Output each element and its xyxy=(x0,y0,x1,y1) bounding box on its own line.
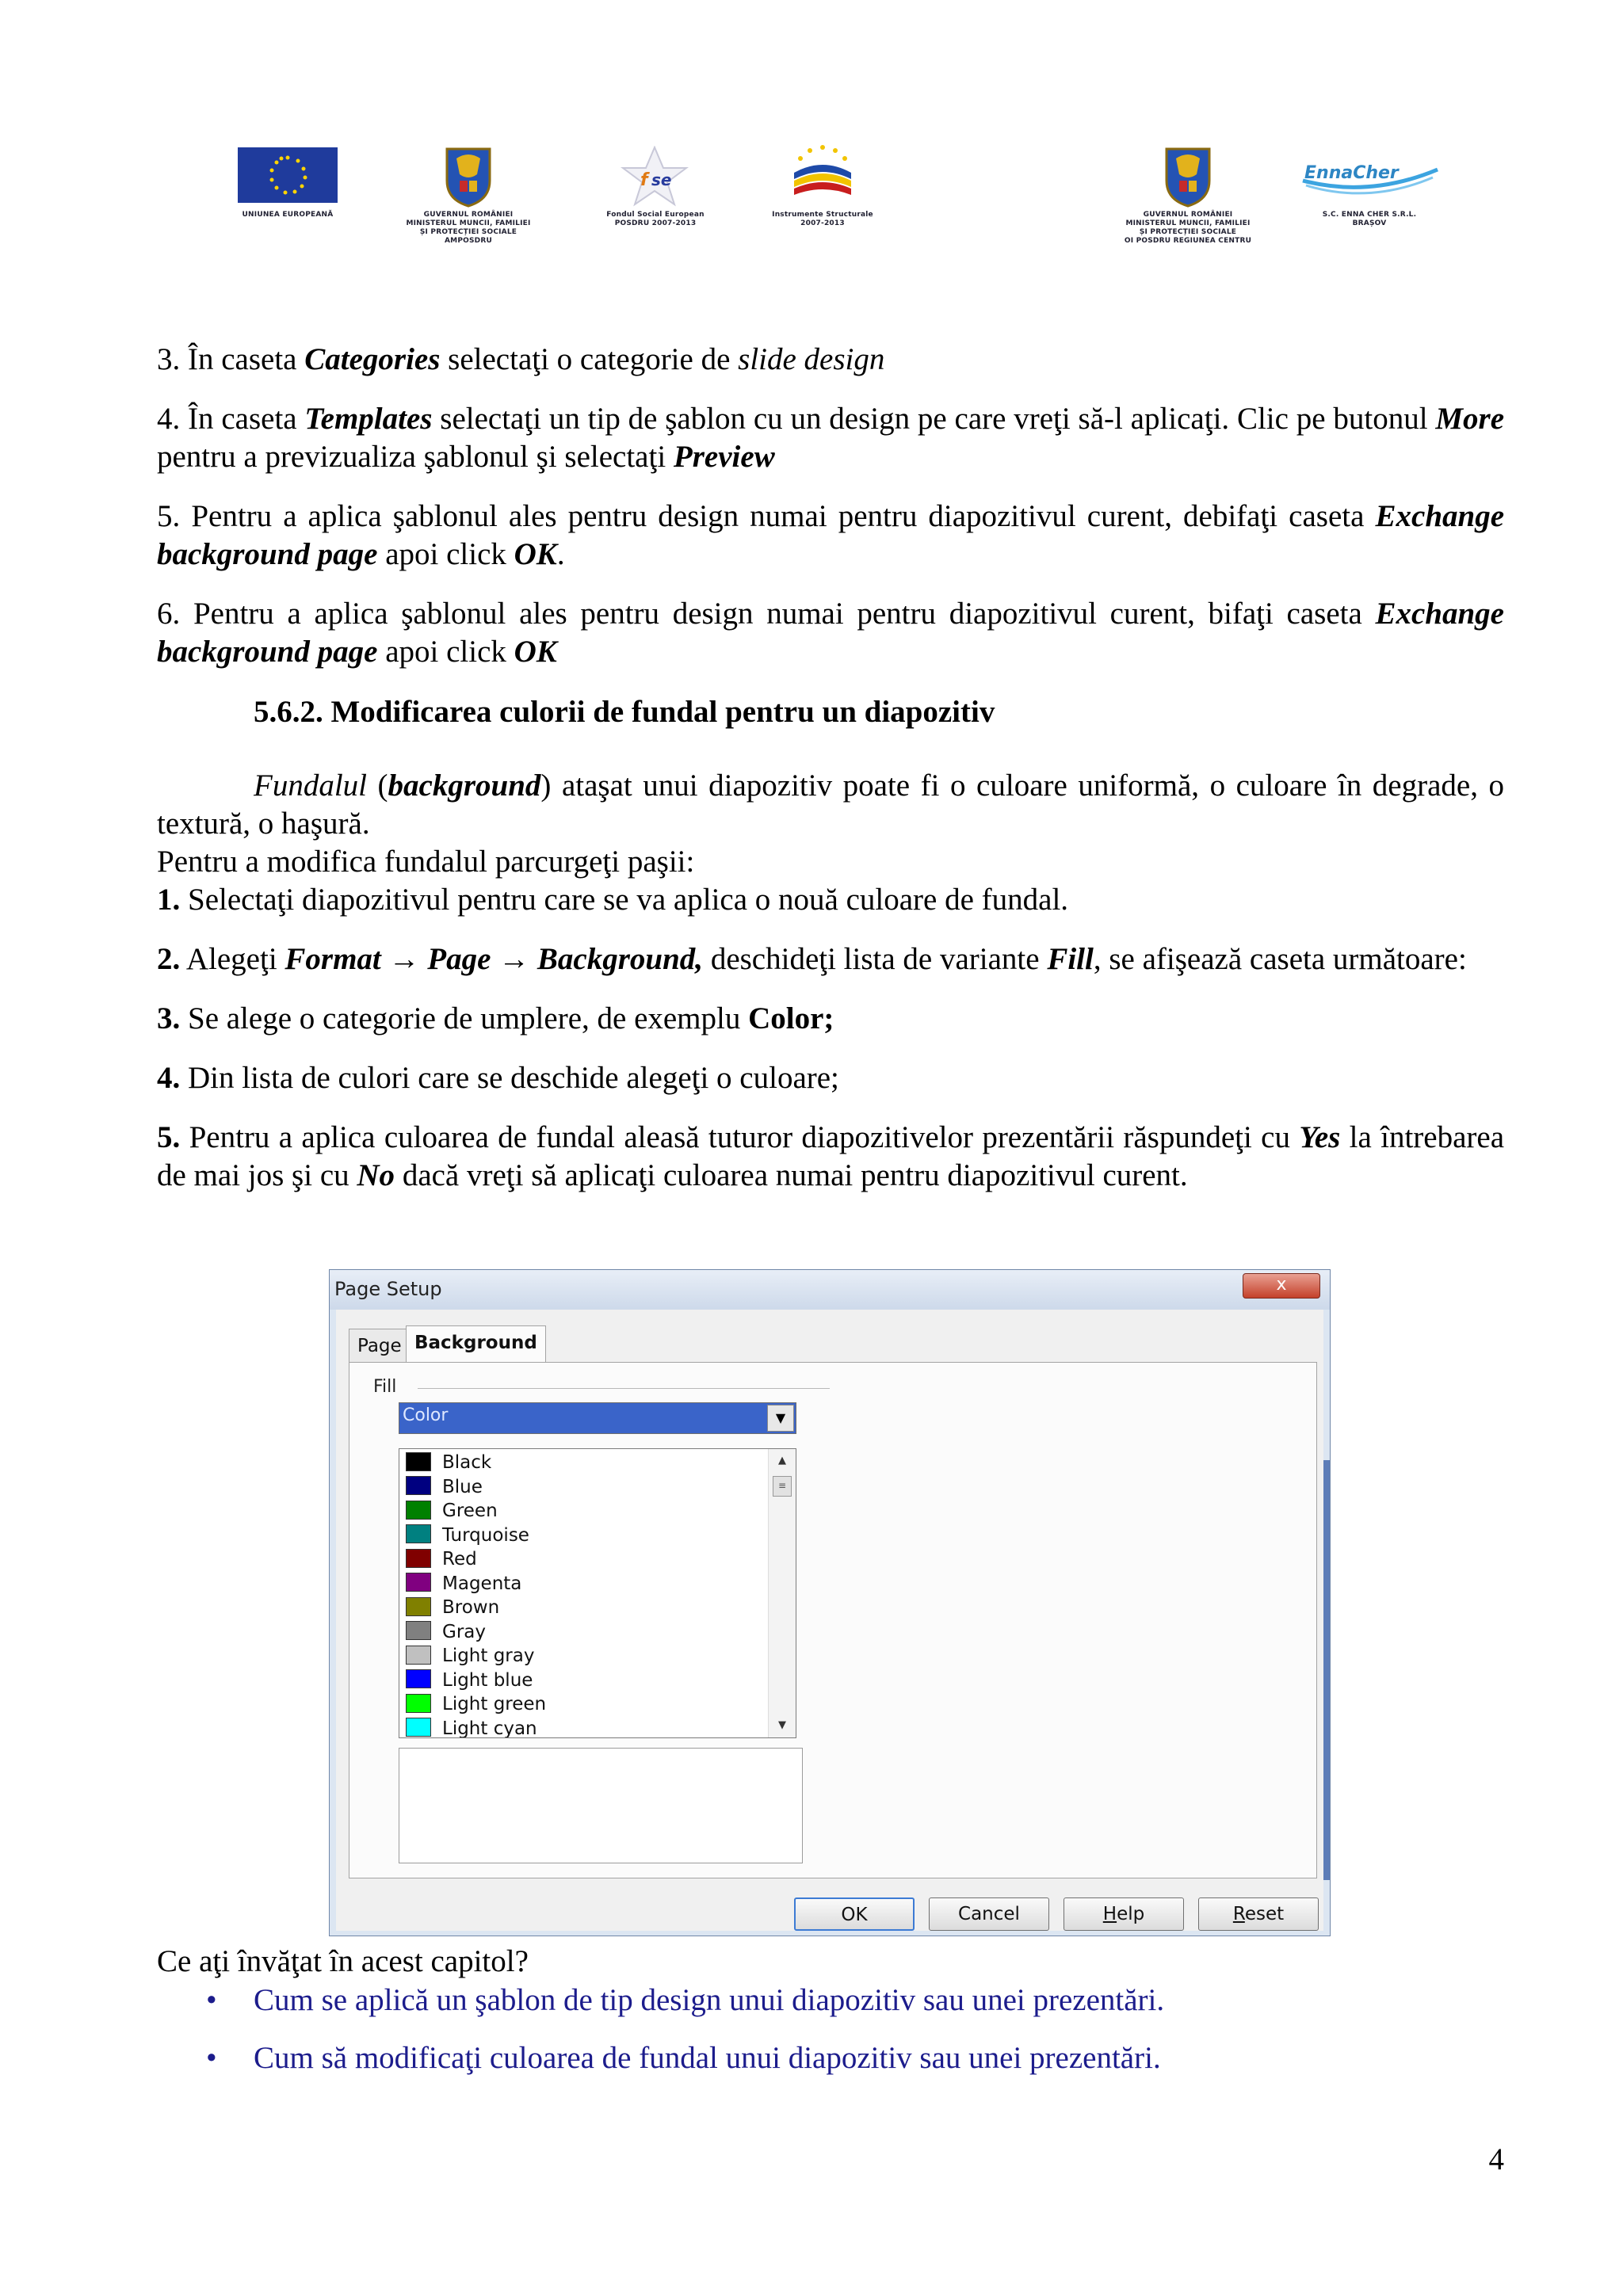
text: Pentru a aplica şablonul ales pentru design numai pentru diapozitivul curent, debifaţi caseta xyxy=(191,499,1365,533)
color-name: Brown xyxy=(442,1597,500,1618)
section-heading: 5.6.2. Modificarea culorii de fundal pentru un diapozitiv xyxy=(254,695,995,729)
eu-caption: UNIUNEA EUROPEANĂ xyxy=(242,211,334,219)
paragraph-step-3 xyxy=(157,341,1504,379)
keyword: Categories xyxy=(304,342,441,376)
step-4 xyxy=(157,1059,1504,1097)
bullet-text: Cum se aplică un şablon de tip design unui diapozitiv sau unei prezentări. xyxy=(254,1983,1165,2017)
bullet-icon: • xyxy=(206,2041,217,2075)
color-name: Magenta xyxy=(442,1573,522,1594)
color-name: Black xyxy=(442,1452,492,1473)
keyword: Exchange background page xyxy=(157,499,1505,571)
keyword: More xyxy=(1435,402,1505,436)
fse-logo xyxy=(617,146,693,209)
color-list[interactable] xyxy=(399,1448,796,1738)
text: la întrebarea de mai jos şi cu xyxy=(157,1120,1505,1192)
color-list-item[interactable] xyxy=(406,1620,486,1644)
dialog-client-area xyxy=(336,1310,1323,1931)
color-name: Red xyxy=(442,1549,477,1569)
keyword: Exchange background page xyxy=(157,597,1504,669)
close-icon: x xyxy=(1276,1275,1287,1295)
text: apoi click xyxy=(385,635,506,669)
text: ( xyxy=(377,769,388,803)
scroll-thumb[interactable]: ≡ xyxy=(773,1476,792,1497)
keyword: slide design xyxy=(738,342,885,376)
color-list-item[interactable] xyxy=(406,1547,477,1571)
bullet-text: Cum să modificaţi culoarea de fundal unui diapozitiv sau unei prezentări. xyxy=(254,2041,1161,2075)
reset-label: eset xyxy=(1244,1904,1285,1924)
chevron-down-icon[interactable]: ▼ xyxy=(767,1405,794,1432)
keyword: OK xyxy=(514,635,557,669)
color-list-item[interactable] xyxy=(406,1499,498,1523)
color-swatch xyxy=(406,1549,431,1568)
ok-button[interactable]: OK xyxy=(794,1897,915,1931)
color-list-item[interactable] xyxy=(406,1596,499,1619)
step-number: 4. xyxy=(157,402,181,436)
summary-bullet-2 xyxy=(206,2040,1161,2076)
tab-background[interactable]: Background xyxy=(406,1325,546,1363)
steps-intro: Pentru a modifica fundalul parcurgeţi paşii: xyxy=(157,845,695,879)
keyword: OK xyxy=(514,537,557,571)
text: . xyxy=(556,537,565,571)
text: pentru a previzualiza şablonul şi selectaţi xyxy=(157,440,666,474)
color-list-item[interactable] xyxy=(406,1669,533,1692)
text: ) ataşat unui diapozitiv poate fi o culoare uniformă, o culoare în degrade, o textură, o haşură. xyxy=(157,769,1504,841)
text: Selectaţi diapozitivul pentru care se va aplica o nouă culoare de fundal. xyxy=(188,883,1069,917)
color-swatch xyxy=(406,1669,431,1688)
keyword: Color; xyxy=(748,1001,834,1035)
color-swatch xyxy=(406,1524,431,1543)
arrow-glyph: → xyxy=(388,942,420,976)
keyword: Background, xyxy=(537,942,704,976)
text: selectaţi o categorie de xyxy=(448,342,731,376)
scroll-up-icon[interactable]: ▲ xyxy=(778,1455,786,1466)
color-list-item[interactable] xyxy=(406,1692,546,1716)
keyword: Yes xyxy=(1299,1120,1341,1154)
ennacher-caption: S.C. ENNA CHER S.R.L. BRAȘOV xyxy=(1322,211,1417,227)
color-name: Light cyan xyxy=(442,1718,537,1738)
color-name: Light blue xyxy=(442,1669,533,1691)
color-name: Turquoise xyxy=(442,1524,529,1546)
structural-instruments-logo xyxy=(783,141,862,209)
color-swatch xyxy=(406,1646,431,1665)
page-number: 4 xyxy=(1488,2142,1504,2176)
color-list-item[interactable] xyxy=(406,1717,537,1739)
summary-bullet-1 xyxy=(206,1982,1165,2018)
fill-label: Fill xyxy=(373,1377,397,1397)
step-5 xyxy=(157,1119,1504,1195)
scroll-down-icon[interactable]: ▼ xyxy=(778,1719,786,1731)
color-list-item[interactable] xyxy=(406,1644,534,1668)
structural-instruments-caption: Instrumente Structurale 2007-2013 xyxy=(772,211,873,227)
text: Din lista de culori care se deschide alegeţi o culoare; xyxy=(188,1061,839,1095)
color-list-item[interactable] xyxy=(406,1524,529,1547)
paragraph-step-4 xyxy=(157,400,1504,476)
step-3 xyxy=(157,1000,1504,1038)
paragraph-step-6 xyxy=(157,595,1504,671)
color-swatch xyxy=(406,1694,431,1713)
color-list-item[interactable] xyxy=(406,1572,521,1596)
keyword: Fundalul xyxy=(254,769,367,803)
government-caption-2: GUVERNUL ROMÂNIEI MINISTERUL MUNCII, FAMILIEI ȘI PROTECȚIEI SOCIALE OI POSDRU REGIUNEA CENTRU xyxy=(1124,211,1252,245)
color-name: Light green xyxy=(442,1694,547,1714)
text: , se afişează caseta următoare: xyxy=(1093,942,1467,976)
help-label: elp xyxy=(1117,1904,1145,1924)
dialog-titlebar[interactable] xyxy=(330,1270,1330,1310)
step-2 xyxy=(157,940,1504,978)
step-number: 4. xyxy=(157,1061,181,1095)
step-number: 5. xyxy=(157,1120,181,1154)
document-body xyxy=(157,341,1504,1216)
text: Pentru a aplica şablonul ales pentru design numai pentru diapozitivul curent, bifaţi caseta xyxy=(193,597,1362,631)
help-mnemonic: H xyxy=(1102,1904,1117,1924)
svg-text:f: f xyxy=(640,170,648,190)
keyword: background xyxy=(388,769,541,803)
color-list-item[interactable] xyxy=(406,1451,491,1474)
color-name: Gray xyxy=(442,1621,486,1642)
ennacher-wordmark: EnnaCher xyxy=(1304,163,1399,183)
keyword: Templates xyxy=(304,402,433,436)
color-name: Green xyxy=(442,1501,498,1521)
keyword: Preview xyxy=(673,440,775,474)
text: dacă vreţi să aplicaţi culoarea numai pentru diapozitivul curent. xyxy=(402,1158,1188,1192)
eu-flag-logo xyxy=(238,147,338,203)
bullet-icon: • xyxy=(206,1983,217,2017)
color-swatch xyxy=(406,1501,431,1520)
step-number: 2. xyxy=(157,942,181,976)
color-swatch xyxy=(406,1718,431,1737)
arrow-glyph: → xyxy=(498,942,530,976)
background-window-edge xyxy=(1323,1460,1330,1880)
step-number: 5. xyxy=(157,499,181,533)
government-caption: GUVERNUL ROMÂNIEI MINISTERUL MUNCII, FAMILIEI ȘI PROTECȚIEI SOCIALE AMPOSDRU xyxy=(406,211,531,245)
fill-type-value: Color xyxy=(403,1405,449,1425)
step-number: 3. xyxy=(157,1001,181,1035)
color-name: Light gray xyxy=(442,1646,535,1666)
fse-caption: Fondul Social European POSDRU 2007-2013 xyxy=(606,211,705,227)
cancel-button[interactable]: Cancel xyxy=(929,1897,1049,1931)
summary-section xyxy=(157,1943,1504,1981)
text: deschideţi lista de variante xyxy=(710,942,1040,976)
fill-type-select[interactable] xyxy=(399,1402,796,1434)
svg-text:se: se xyxy=(651,170,672,189)
color-swatch xyxy=(406,1476,431,1495)
color-swatch xyxy=(406,1597,431,1616)
color-preview xyxy=(399,1748,803,1863)
keyword: Fill xyxy=(1047,942,1094,976)
dialog-title: Page Setup xyxy=(334,1278,442,1300)
keyword: Page xyxy=(427,942,491,976)
text: Pentru a aplica culoarea de fundal aleasă tuturor diapozitivelor prezentării răspundeţi cu xyxy=(189,1120,1290,1154)
step-number: 6. xyxy=(157,597,181,631)
text: Se alege o categorie de umplere, de exemplu xyxy=(188,1001,741,1035)
text: În caseta xyxy=(188,402,297,436)
keyword: Format xyxy=(285,942,381,976)
color-swatch xyxy=(406,1452,431,1471)
background-tab-panel xyxy=(349,1362,1317,1878)
text: apoi click xyxy=(385,537,506,571)
logo-strip xyxy=(0,135,1623,269)
paragraph-step-5 xyxy=(157,498,1504,574)
step-number: 1. xyxy=(157,883,181,917)
step-number: 3. xyxy=(157,342,181,376)
summary-question: Ce aţi învăţat în acest capitol? xyxy=(157,1944,529,1978)
help-button[interactable] xyxy=(1064,1897,1184,1931)
reset-button[interactable] xyxy=(1198,1897,1319,1931)
reset-mnemonic: R xyxy=(1232,1904,1245,1924)
color-swatch xyxy=(406,1573,431,1592)
romania-coat-of-arms-logo xyxy=(442,146,495,208)
text: Alegeţi xyxy=(185,942,277,976)
color-list-scrollbar[interactable] xyxy=(768,1449,796,1737)
step-1 xyxy=(157,881,1504,919)
romania-coat-of-arms-logo-2 xyxy=(1162,146,1214,208)
text: selectaţi un tip de şablon cu un design pe care vreţi să-l aplicaţi. Clic pe butonul xyxy=(440,402,1428,436)
color-list-item[interactable] xyxy=(406,1475,483,1499)
page-setup-dialog xyxy=(329,1269,1331,1936)
intro-paragraph xyxy=(157,767,1504,843)
color-name: Blue xyxy=(442,1476,483,1497)
text: În caseta xyxy=(188,342,297,376)
keyword: No xyxy=(357,1158,395,1192)
close-button[interactable] xyxy=(1243,1273,1320,1299)
tab-page[interactable]: Page xyxy=(349,1329,411,1363)
color-swatch xyxy=(406,1621,431,1640)
fill-group-divider xyxy=(418,1388,830,1389)
